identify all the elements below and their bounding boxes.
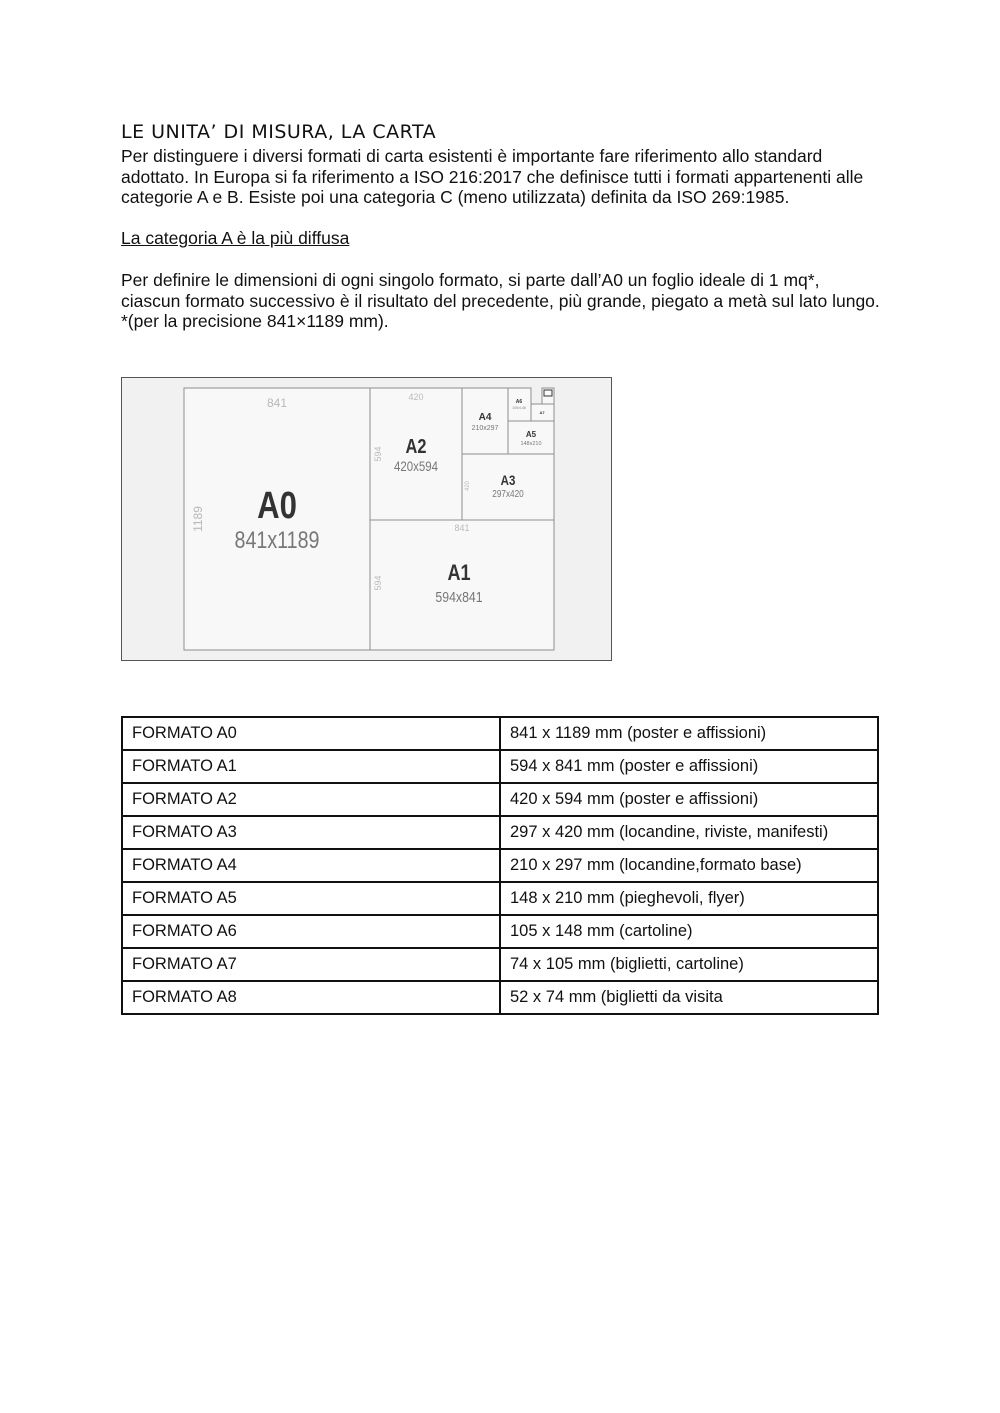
a7-name: A7 bbox=[539, 410, 545, 415]
table-row bbox=[122, 849, 878, 882]
format-description: 148 x 210 mm (pieghevoli, flyer) bbox=[500, 882, 878, 915]
paper-sizes-diagram bbox=[121, 377, 612, 661]
table-row bbox=[122, 816, 878, 849]
paper-formats-table bbox=[121, 716, 879, 1015]
a2-width-label: 420 bbox=[408, 392, 424, 402]
format-name: FORMATO A1 bbox=[122, 750, 500, 783]
format-description: 74 x 105 mm (biglietti, cartoline) bbox=[500, 948, 878, 981]
format-name: FORMATO A4 bbox=[122, 849, 500, 882]
page-title: LE UNITA’ DI MISURA, LA CARTA bbox=[121, 121, 437, 143]
a1-name: A1 bbox=[447, 561, 471, 586]
format-name: FORMATO A2 bbox=[122, 783, 500, 816]
a5-name: A5 bbox=[525, 430, 537, 439]
a1-width-label: 841 bbox=[454, 523, 470, 533]
table-row bbox=[122, 948, 878, 981]
format-name: FORMATO A0 bbox=[122, 717, 500, 750]
table-row bbox=[122, 783, 878, 816]
section-subheading: La categoria A è la più diffusa bbox=[121, 228, 350, 248]
a5-size: 148x210 bbox=[520, 441, 542, 447]
a3-height-label: 420 bbox=[465, 480, 471, 492]
format-description: 841 x 1189 mm (poster e affissioni) bbox=[500, 717, 878, 750]
a0-size: 841x1189 bbox=[234, 526, 320, 554]
a4-name: A4 bbox=[478, 412, 492, 423]
format-name: FORMATO A8 bbox=[122, 981, 500, 1014]
format-description: 594 x 841 mm (poster e affissioni) bbox=[500, 750, 878, 783]
a0-name: A0 bbox=[257, 485, 297, 527]
a0-height-label: 1189 bbox=[191, 506, 205, 532]
a6-size: 105x148 bbox=[512, 406, 526, 410]
format-description: 52 x 74 mm (biglietti da visita bbox=[500, 981, 878, 1014]
table-row bbox=[122, 717, 878, 750]
a2-size: 420x594 bbox=[393, 457, 439, 475]
a1-height-label: 594 bbox=[373, 575, 383, 591]
format-name: FORMATO A3 bbox=[122, 816, 500, 849]
format-name: FORMATO A5 bbox=[122, 882, 500, 915]
intro-paragraph: Per distinguere i diversi formati di carta esistenti è importante fare riferimento allo standard adottato. In Europa si fa riferimento a ISO 216:2017 che definisce tutti i formati appartenenti alle categorie A e B. Esiste poi una categoria C (meno utilizzata) definita da ISO 269:1985. bbox=[121, 146, 864, 207]
a0-width-label: 841 bbox=[266, 396, 288, 410]
a1-size: 594x841 bbox=[435, 588, 483, 606]
table-row bbox=[122, 750, 878, 783]
a3-name: A3 bbox=[500, 471, 516, 489]
a2-name: A2 bbox=[405, 434, 427, 458]
a4-size: 210x297 bbox=[471, 425, 499, 432]
format-description: 297 x 420 mm (locandine, riviste, manifesti) bbox=[500, 816, 878, 849]
format-description: 420 x 594 mm (poster e affissioni) bbox=[500, 783, 878, 816]
format-name: FORMATO A6 bbox=[122, 915, 500, 948]
format-description: 105 x 148 mm (cartoline) bbox=[500, 915, 878, 948]
a6-name: A6 bbox=[515, 399, 523, 405]
table-row bbox=[122, 882, 878, 915]
table-row bbox=[122, 915, 878, 948]
a3-size: 297x420 bbox=[492, 488, 524, 500]
a2-height-label: 594 bbox=[373, 446, 383, 462]
format-description: 210 x 297 mm (locandine,formato base) bbox=[500, 849, 878, 882]
table-row bbox=[122, 981, 878, 1014]
format-name: FORMATO A7 bbox=[122, 948, 500, 981]
definition-paragraph: Per definire le dimensioni di ogni singolo formato, si parte dall’A0 un foglio ideale di 1 mq*, ciascun formato successivo è il risultato del precedente, più grande, piegato a metà sul lato lungo. *(per la precisione 841×1189 mm). bbox=[121, 270, 880, 331]
